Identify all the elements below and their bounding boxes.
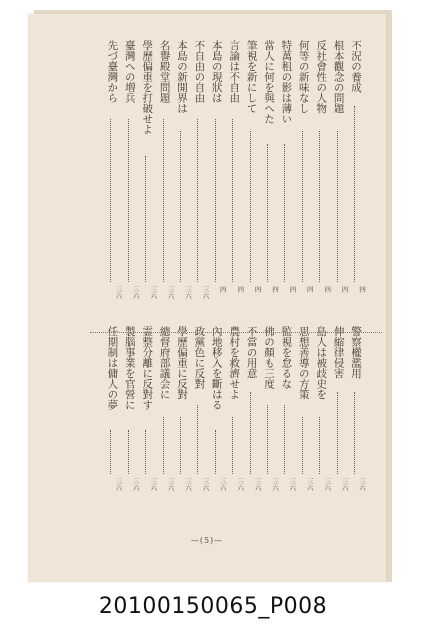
toc-leader-dots (145, 430, 148, 474)
toc-entry-title: 警察權濫用 (350, 326, 362, 379)
toc-leader-dots (197, 119, 200, 282)
toc-entry-page: 三六 (358, 478, 366, 491)
toc-entry-title: 何等の新味なし (297, 40, 310, 114)
toc-entry-page: 三六 (305, 478, 314, 491)
toc-entry-title: 言論は不自由 (228, 40, 241, 103)
toc-leader-dots (337, 131, 340, 282)
toc-leader-dots (128, 119, 131, 282)
toc-entry-page: 三六 (166, 478, 175, 491)
toc-entry-page: 三六 (114, 478, 123, 491)
toc-leader-dots (110, 119, 113, 282)
toc-leader-dots (354, 106, 357, 282)
toc-entry-page: 四 (323, 286, 332, 293)
toc-entry-title: 當人に何を與へた (263, 40, 275, 124)
toc-entry-page: 三六 (340, 478, 349, 491)
toc-leader-dots (197, 405, 200, 474)
toc-leader-dots (319, 131, 322, 282)
toc-entry-page: 四 (236, 286, 245, 293)
toc-entry-title: 不自由の自由 (193, 40, 206, 103)
toc-leader-dots (215, 430, 218, 474)
toc-leader-dots (163, 417, 166, 474)
toc-leader-dots (215, 119, 218, 282)
toc-leader-dots (284, 144, 287, 282)
toc-entry-title: 學歷偏重に反對 (176, 326, 188, 400)
toc-leader-dots (163, 119, 166, 282)
toc-entry-title: 佛の顏も三度 (263, 326, 275, 389)
toc-entry-title: 農村を救濟せよ (228, 326, 241, 400)
toc-entry-title: 先づ臺灣から (106, 40, 119, 103)
section-divider (90, 332, 382, 333)
toc-entry-title: 不況の養成 (350, 40, 362, 93)
toc-entry-page: 三六 (149, 478, 158, 491)
toc-entry-page: 四 (253, 286, 262, 293)
toc-entry-page: 三六 (184, 286, 192, 299)
toc-entry-title: 名譽殿堂問題 (158, 40, 171, 103)
toc-entry-page: 三六 (271, 478, 279, 491)
toc-entry-page: 四 (271, 286, 279, 293)
toc-entry-page: 三六 (253, 478, 262, 491)
archive-id-caption: 20100150065_P008 (98, 594, 328, 619)
toc-leader-dots (337, 392, 340, 474)
document-page (28, 14, 386, 582)
toc-leader-dots (145, 156, 148, 282)
toc-leader-dots (232, 417, 235, 474)
toc-entry-page: 四 (305, 286, 314, 293)
toc-entry-page: 三六 (218, 478, 227, 491)
toc-entry-title: 學歷偏重を打破せよ (141, 40, 154, 135)
toc-leader-dots (267, 144, 270, 282)
toc-entry-title: 霊整分離に反對す (141, 326, 154, 410)
toc-entry-page: 三六 (149, 286, 158, 299)
toc-leader-dots (302, 131, 305, 282)
toc-entry-title: 根本觀念の問題 (332, 40, 345, 114)
toc-leader-dots (284, 405, 287, 474)
toc-leader-dots (267, 405, 270, 474)
toc-entry-title: 製腦事業を官營に (123, 326, 136, 410)
toc-entry-page: 三六 (184, 478, 192, 491)
toc-entry-page: 四 (288, 286, 297, 293)
toc-entry-page: 三六 (201, 478, 210, 491)
toc-entry-title: 任期制は傭人の夢 (106, 326, 119, 410)
toc-leader-dots (250, 392, 253, 474)
toc-entry-page: 四 (340, 286, 349, 293)
toc-leader-dots (180, 417, 183, 474)
toc-entry-title: 內地移入を斷はる (210, 326, 223, 410)
toc-leader-dots (250, 131, 253, 282)
page-folio: —(5)— (190, 536, 224, 545)
toc-entry-title: 不當の用意 (245, 326, 258, 379)
toc-entry-title: 臺灣への増兵 (123, 40, 136, 103)
toc-entry-title: 本島の現狀は (210, 40, 223, 103)
toc-entry-title: 監視を怠るな (280, 326, 293, 389)
toc-leader-dots (302, 417, 305, 474)
toc-entry-page: 三六 (288, 478, 297, 491)
toc-entry-page: 四 (358, 286, 366, 293)
toc-entry-page: 三六 (323, 478, 332, 491)
toc-leader-dots (128, 430, 131, 474)
toc-leader-dots (319, 417, 322, 474)
toc-entry-title: 思想善導の方策 (297, 326, 310, 400)
toc-entry-title: 特萬租の影は薄い (280, 40, 293, 124)
toc-entry-title: 伸縮律侵害 (332, 326, 345, 379)
toc-leader-dots (354, 392, 357, 474)
toc-entry-page: 三六 (236, 478, 245, 491)
toc-entry-page: 三六 (131, 286, 140, 299)
toc-entry-title: 筆視を新にして (245, 40, 258, 114)
toc-entry-title: 政黨色に反對 (193, 326, 206, 389)
toc-entry-title: 本島の新開界は (176, 40, 188, 114)
toc-entry-title: 總督府部議会に (158, 326, 171, 400)
toc-entry-page: 三六 (114, 286, 123, 299)
toc-entry-page: 三六 (201, 286, 210, 299)
toc-entry-page: 四 (218, 286, 227, 293)
toc-leader-dots (110, 430, 113, 474)
toc-leader-dots (180, 131, 183, 282)
toc-leader-dots (232, 119, 235, 282)
toc-entry-page: 三六 (166, 286, 175, 299)
toc-entry-title: 反社會性の人物 (315, 40, 328, 114)
toc-entry-page: 三六 (131, 478, 140, 491)
toc-entry-title: 島人は被歧史を (315, 326, 328, 400)
